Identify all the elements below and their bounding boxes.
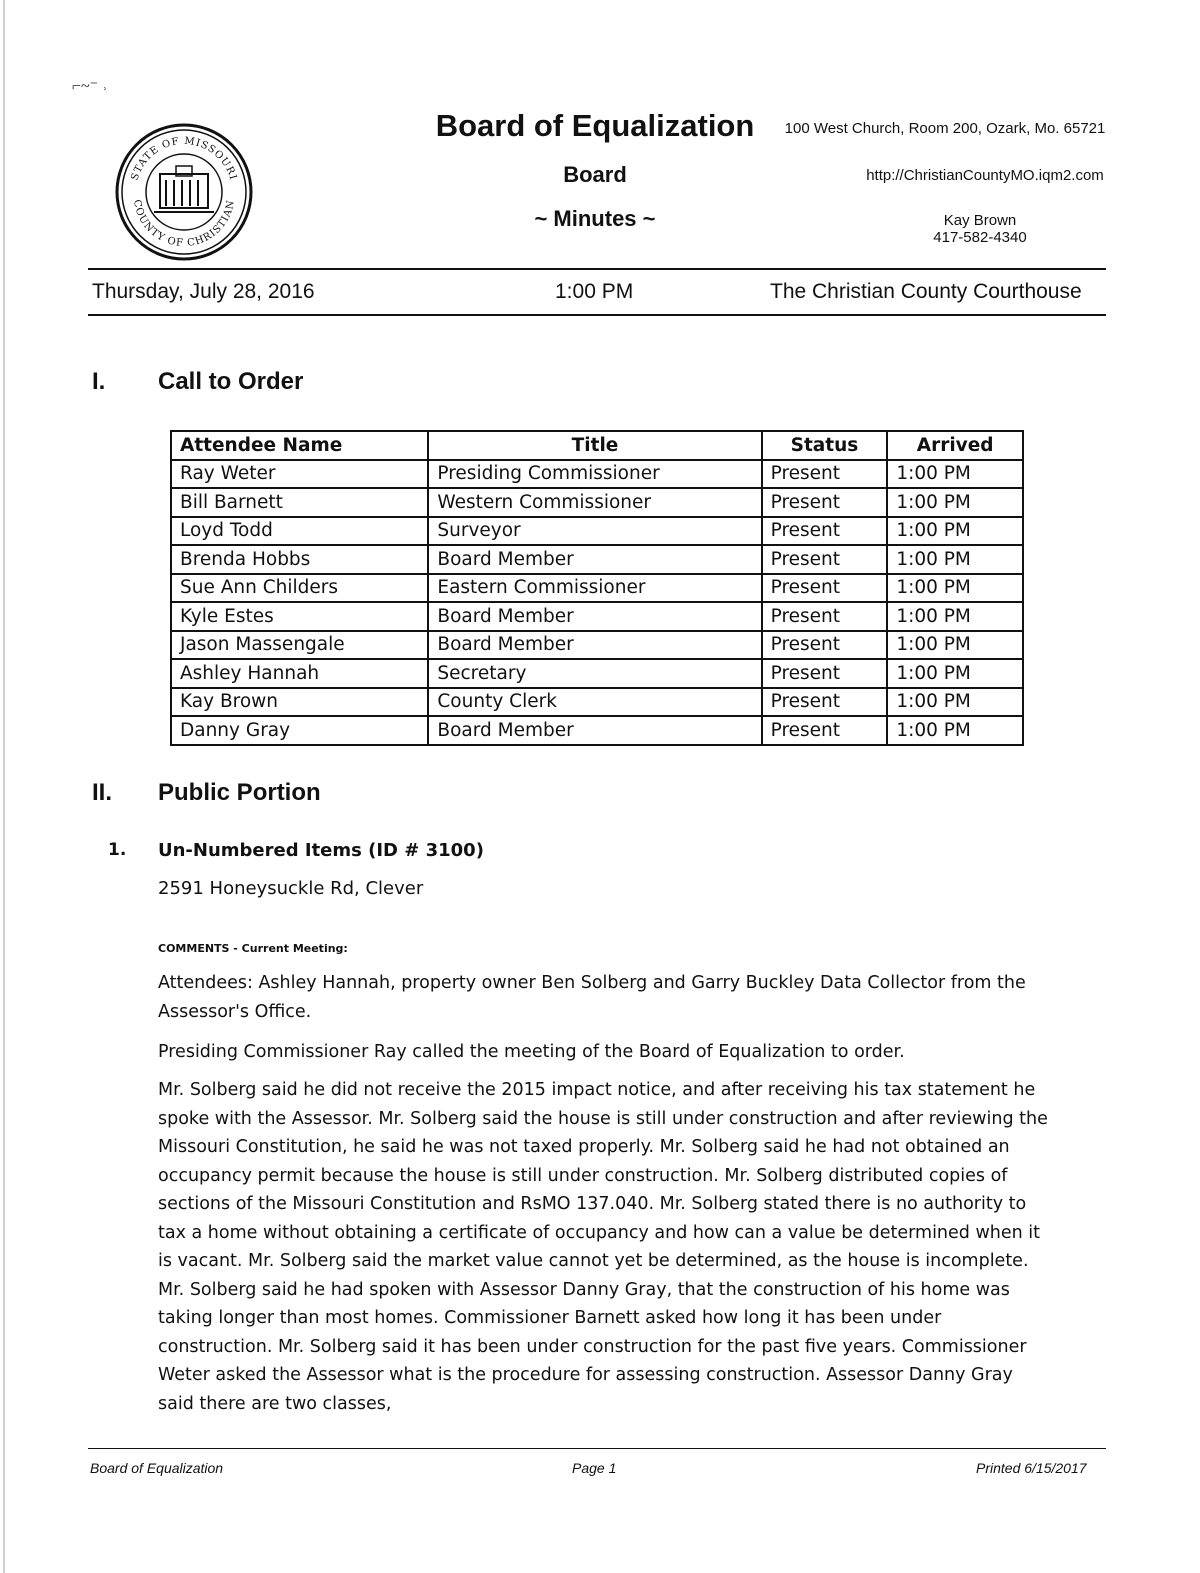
footer-left: Board of Equalization [90, 1460, 224, 1476]
column-header: Attendee Name [171, 431, 428, 460]
attendee-arrived: 1:00 PM [887, 716, 1023, 745]
attendee-title: Board Member [428, 545, 761, 574]
table-row [171, 574, 1023, 603]
header-rule-bottom [88, 314, 1106, 316]
meeting-time: 1:00 PM [555, 280, 634, 303]
attendee-name: Danny Gray [171, 716, 428, 745]
attendee-name: Sue Ann Childers [171, 574, 428, 603]
attendance-table [170, 430, 1024, 746]
section-number: II. [92, 779, 113, 806]
attendee-title: Presiding Commissioner [428, 460, 761, 489]
item-address: 2591 Honeysuckle Rd, Clever [158, 878, 424, 899]
attendee-title: Western Commissioner [428, 488, 761, 517]
attendee-status: Present [762, 545, 888, 574]
comment-paragraph: Presiding Commissioner Ray called the meeting of the Board of Equalization to order. [158, 1042, 905, 1062]
attendee-arrived: 1:00 PM [887, 488, 1023, 517]
column-header: Status [762, 431, 888, 460]
attendee-name: Loyd Todd [171, 517, 428, 546]
attendee-status: Present [762, 488, 888, 517]
column-header: Arrived [887, 431, 1023, 460]
attendee-arrived: 1:00 PM [887, 545, 1023, 574]
attendee-arrived: 1:00 PM [887, 631, 1023, 660]
comments-label: COMMENTS - Current Meeting: [158, 942, 348, 955]
comment-paragraph: Attendees: Ashley Hannah, property owner Ben Solberg and Garry Buckley Data Collector from the Assessor's Office. [158, 973, 1026, 1022]
county-seal-icon [114, 122, 254, 262]
section-title: Call to Order [158, 368, 304, 395]
attendee-name: Brenda Hobbs [171, 545, 428, 574]
office-address: 100 West Church, Room 200, Ozark, Mo. 65721 [784, 120, 1106, 137]
attendee-arrived: 1:00 PM [887, 659, 1023, 688]
header-rule-top [88, 268, 1106, 270]
attendee-name: Kay Brown [171, 688, 428, 717]
attendee-status: Present [762, 688, 888, 717]
attendee-arrived: 1:00 PM [887, 460, 1023, 489]
attendee-title: Board Member [428, 716, 761, 745]
attendee-status: Present [762, 716, 888, 745]
attendee-name: Ray Weter [171, 460, 428, 489]
table-row [171, 517, 1023, 546]
table-row [171, 631, 1023, 660]
contact-name: Kay Brown [943, 212, 1017, 229]
attendee-title: Secretary [428, 659, 761, 688]
footer-rule [88, 1448, 1106, 1449]
table-row [171, 716, 1023, 745]
attendee-status: Present [762, 659, 888, 688]
attendee-name: Bill Barnett [171, 488, 428, 517]
attendee-arrived: 1:00 PM [887, 517, 1023, 546]
scan-edge [3, 0, 5, 1573]
attendee-name: Jason Massengale [171, 631, 428, 660]
meeting-location: The Christian County Courthouse [770, 280, 1082, 303]
attendee-status: Present [762, 460, 888, 489]
section-number: I. [92, 368, 106, 395]
attendee-arrived: 1:00 PM [887, 574, 1023, 603]
item-title: Un-Numbered Items (ID # 3100) [158, 840, 484, 861]
contact-block [880, 212, 1080, 246]
attendee-name: Kyle Estes [171, 602, 428, 631]
document-title: Board of Equalization [435, 108, 755, 143]
attendee-arrived: 1:00 PM [887, 688, 1023, 717]
table-row [171, 488, 1023, 517]
attendee-title: Eastern Commissioner [428, 574, 761, 603]
table-row [171, 545, 1023, 574]
attendee-title: Surveyor [428, 517, 761, 546]
attendee-status: Present [762, 517, 888, 546]
table-row [171, 688, 1023, 717]
attendee-status: Present [762, 602, 888, 631]
table-row [171, 659, 1023, 688]
attendee-title: Board Member [428, 631, 761, 660]
attendee-arrived: 1:00 PM [887, 602, 1023, 631]
table-row [171, 602, 1023, 631]
seal-text-bottom: COUNTY OF CHRISTIAN [131, 198, 237, 250]
website-link[interactable]: http://ChristianCountyMO.iqm2.com [866, 167, 1104, 184]
column-header: Title [428, 431, 761, 460]
section-title: Public Portion [158, 779, 321, 806]
comment-paragraph: Mr. Solberg said he did not receive the 2015 impact notice, and after receiving his tax statement he spoke with the Assessor. Mr. Solberg said the house is still under construction and after reviewing the Missouri Constitution, he said he was not taxed properly. Mr. Solberg said he had not obtained an occupancy permit because the house is still under construction. Mr. Solberg distributed copies of sections of the Missouri Constitution and RsMO 137.040. Mr. Solberg stated there is no authority to tax a home without obtaining a certificate of occupancy and how can a value be determined when it is vacant. Mr. Solberg said the market value cannot yet be determined, as the house is incomplete. Mr. Solberg said he had spoken with Assessor Danny Gray, that the construction of his home was taking longer than most homes. Commissioner Barnett asked how long it has been under construction. Mr. Solberg said it has been under construction for the past five years. Commissioner Weter asked the Assessor what is the procedure for assessing construction. Assessor Danny Gray said there are two classes, [158, 1080, 1048, 1414]
attendee-status: Present [762, 574, 888, 603]
page-number: Page 1 [572, 1460, 617, 1476]
contact-phone: 417-582-4340 [933, 229, 1027, 246]
document-subtitle: Board [563, 162, 627, 187]
attendee-status: Present [762, 631, 888, 660]
attendee-title: County Clerk [428, 688, 761, 717]
attendee-name: Ashley Hannah [171, 659, 428, 688]
printed-date: Printed 6/15/2017 [976, 1460, 1087, 1476]
document-minutes-label: ~ Minutes ~ [534, 206, 656, 231]
attendee-title: Board Member [428, 602, 761, 631]
table-header-row [171, 431, 1023, 460]
scan-mark: ⌐~⁻ ˒ [72, 78, 108, 95]
item-number: 1. [108, 840, 127, 860]
meeting-date: Thursday, July 28, 2016 [92, 280, 315, 303]
seal-text-top: STATE OF MISSOURI [129, 135, 239, 182]
table-row [171, 460, 1023, 489]
